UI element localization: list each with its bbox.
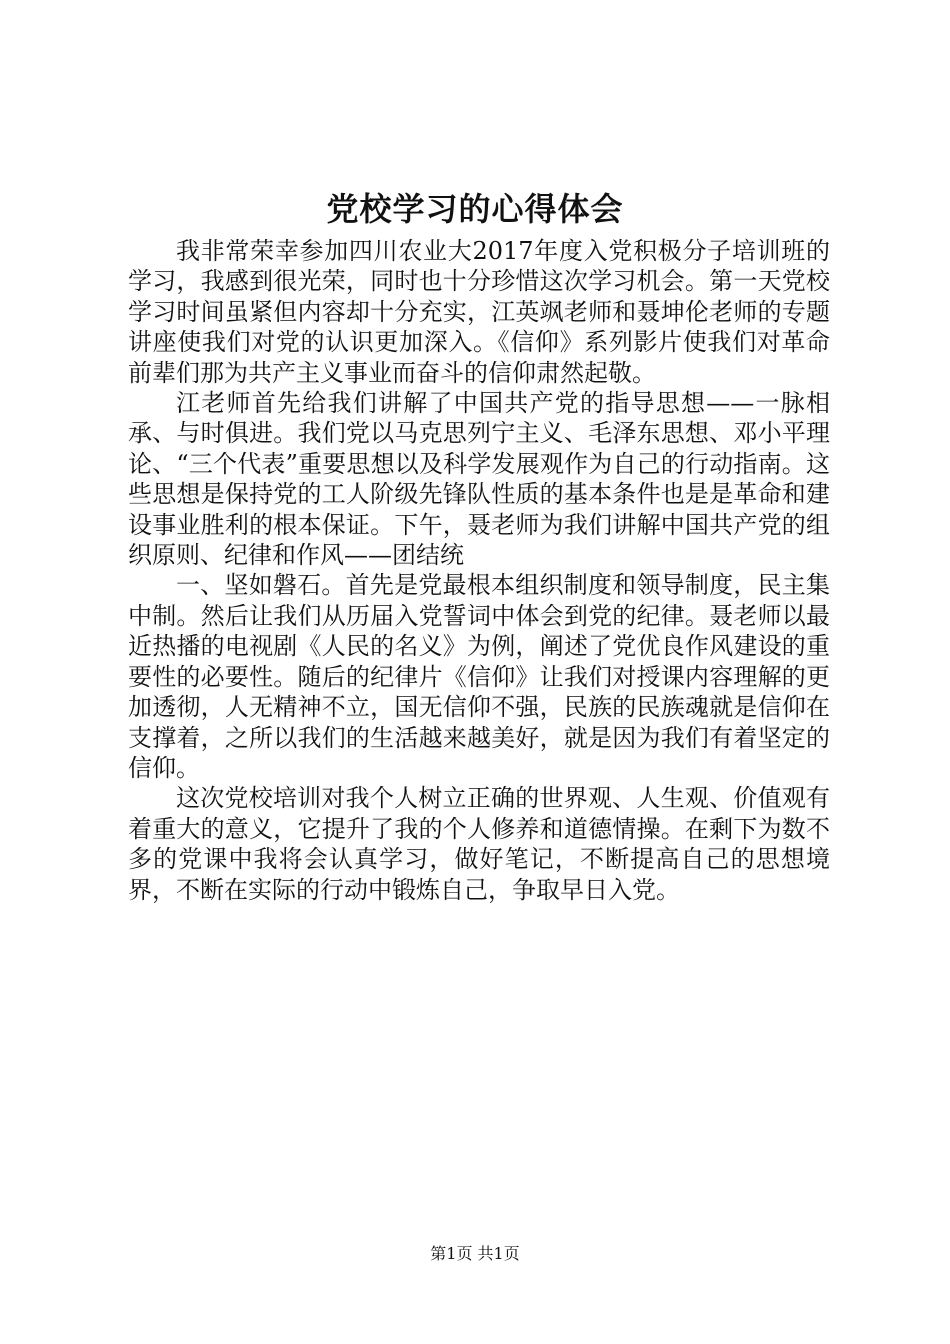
- paragraph-2: 江老师首先给我们讲解了中国共产党的指导思想——一脉相承、与时俱进。我们党以马克思列宁主义、毛泽东思想、邓小平理论、“三个代表”重要思想以及科学发展观作为自己的行动指南。这些思想是保持党的工人阶级先锋队性质的基本条件也是是革命和建设事业胜利的根本保证。下午，聂老师为我们讲解中国共产党的组织原则、纪律和作风——团结统: [128, 389, 830, 570]
- document-body: [128, 236, 830, 905]
- paragraph-1: 我非常荣幸参加四川农业大2017年度入党积极分子培训班的学习，我感到很光荣，同时也十分珍惜这次学习机会。第一天党校学习时间虽紧但内容却十分充实，江英飒老师和聂坤伦老师的专题讲座使我们对党的认识更加深入。《信仰》系列影片使我们对革命前辈们那为共产主义事业而奋斗的信仰肃然起敬。: [128, 237, 830, 387]
- paragraph-4: 这次党校培训对我个人树立正确的世界观、人生观、价值观有着重大的意义，它提升了我的个人修养和道德情操。在剩下为数不多的党课中我将会认真学习，做好笔记，不断提高自己的思想境界，不断在实际的行动中锻炼自己，争取早日入党。: [128, 784, 830, 904]
- paragraph-3: 一、坚如磐石。首先是党最根本组织制度和领导制度，民主集中制。然后让我们从历届入党誓词中体会到党的纪律。聂老师以最近热播的电视剧《人民的名义》为例，阐述了党优良作风建设的重要性的必要性。随后的纪律片《信仰》让我们对授课内容理解的更加透彻，人无精神不立，国无信仰不强，民族的民族魂就是信仰在支撑着，之所以我们的生活越来越美好，就是因为我们有着坚定的信仰。: [128, 571, 830, 782]
- page-footer: 第1页 共1页: [430, 1244, 520, 1263]
- document-title: 党校学习的心得体会: [326, 190, 624, 228]
